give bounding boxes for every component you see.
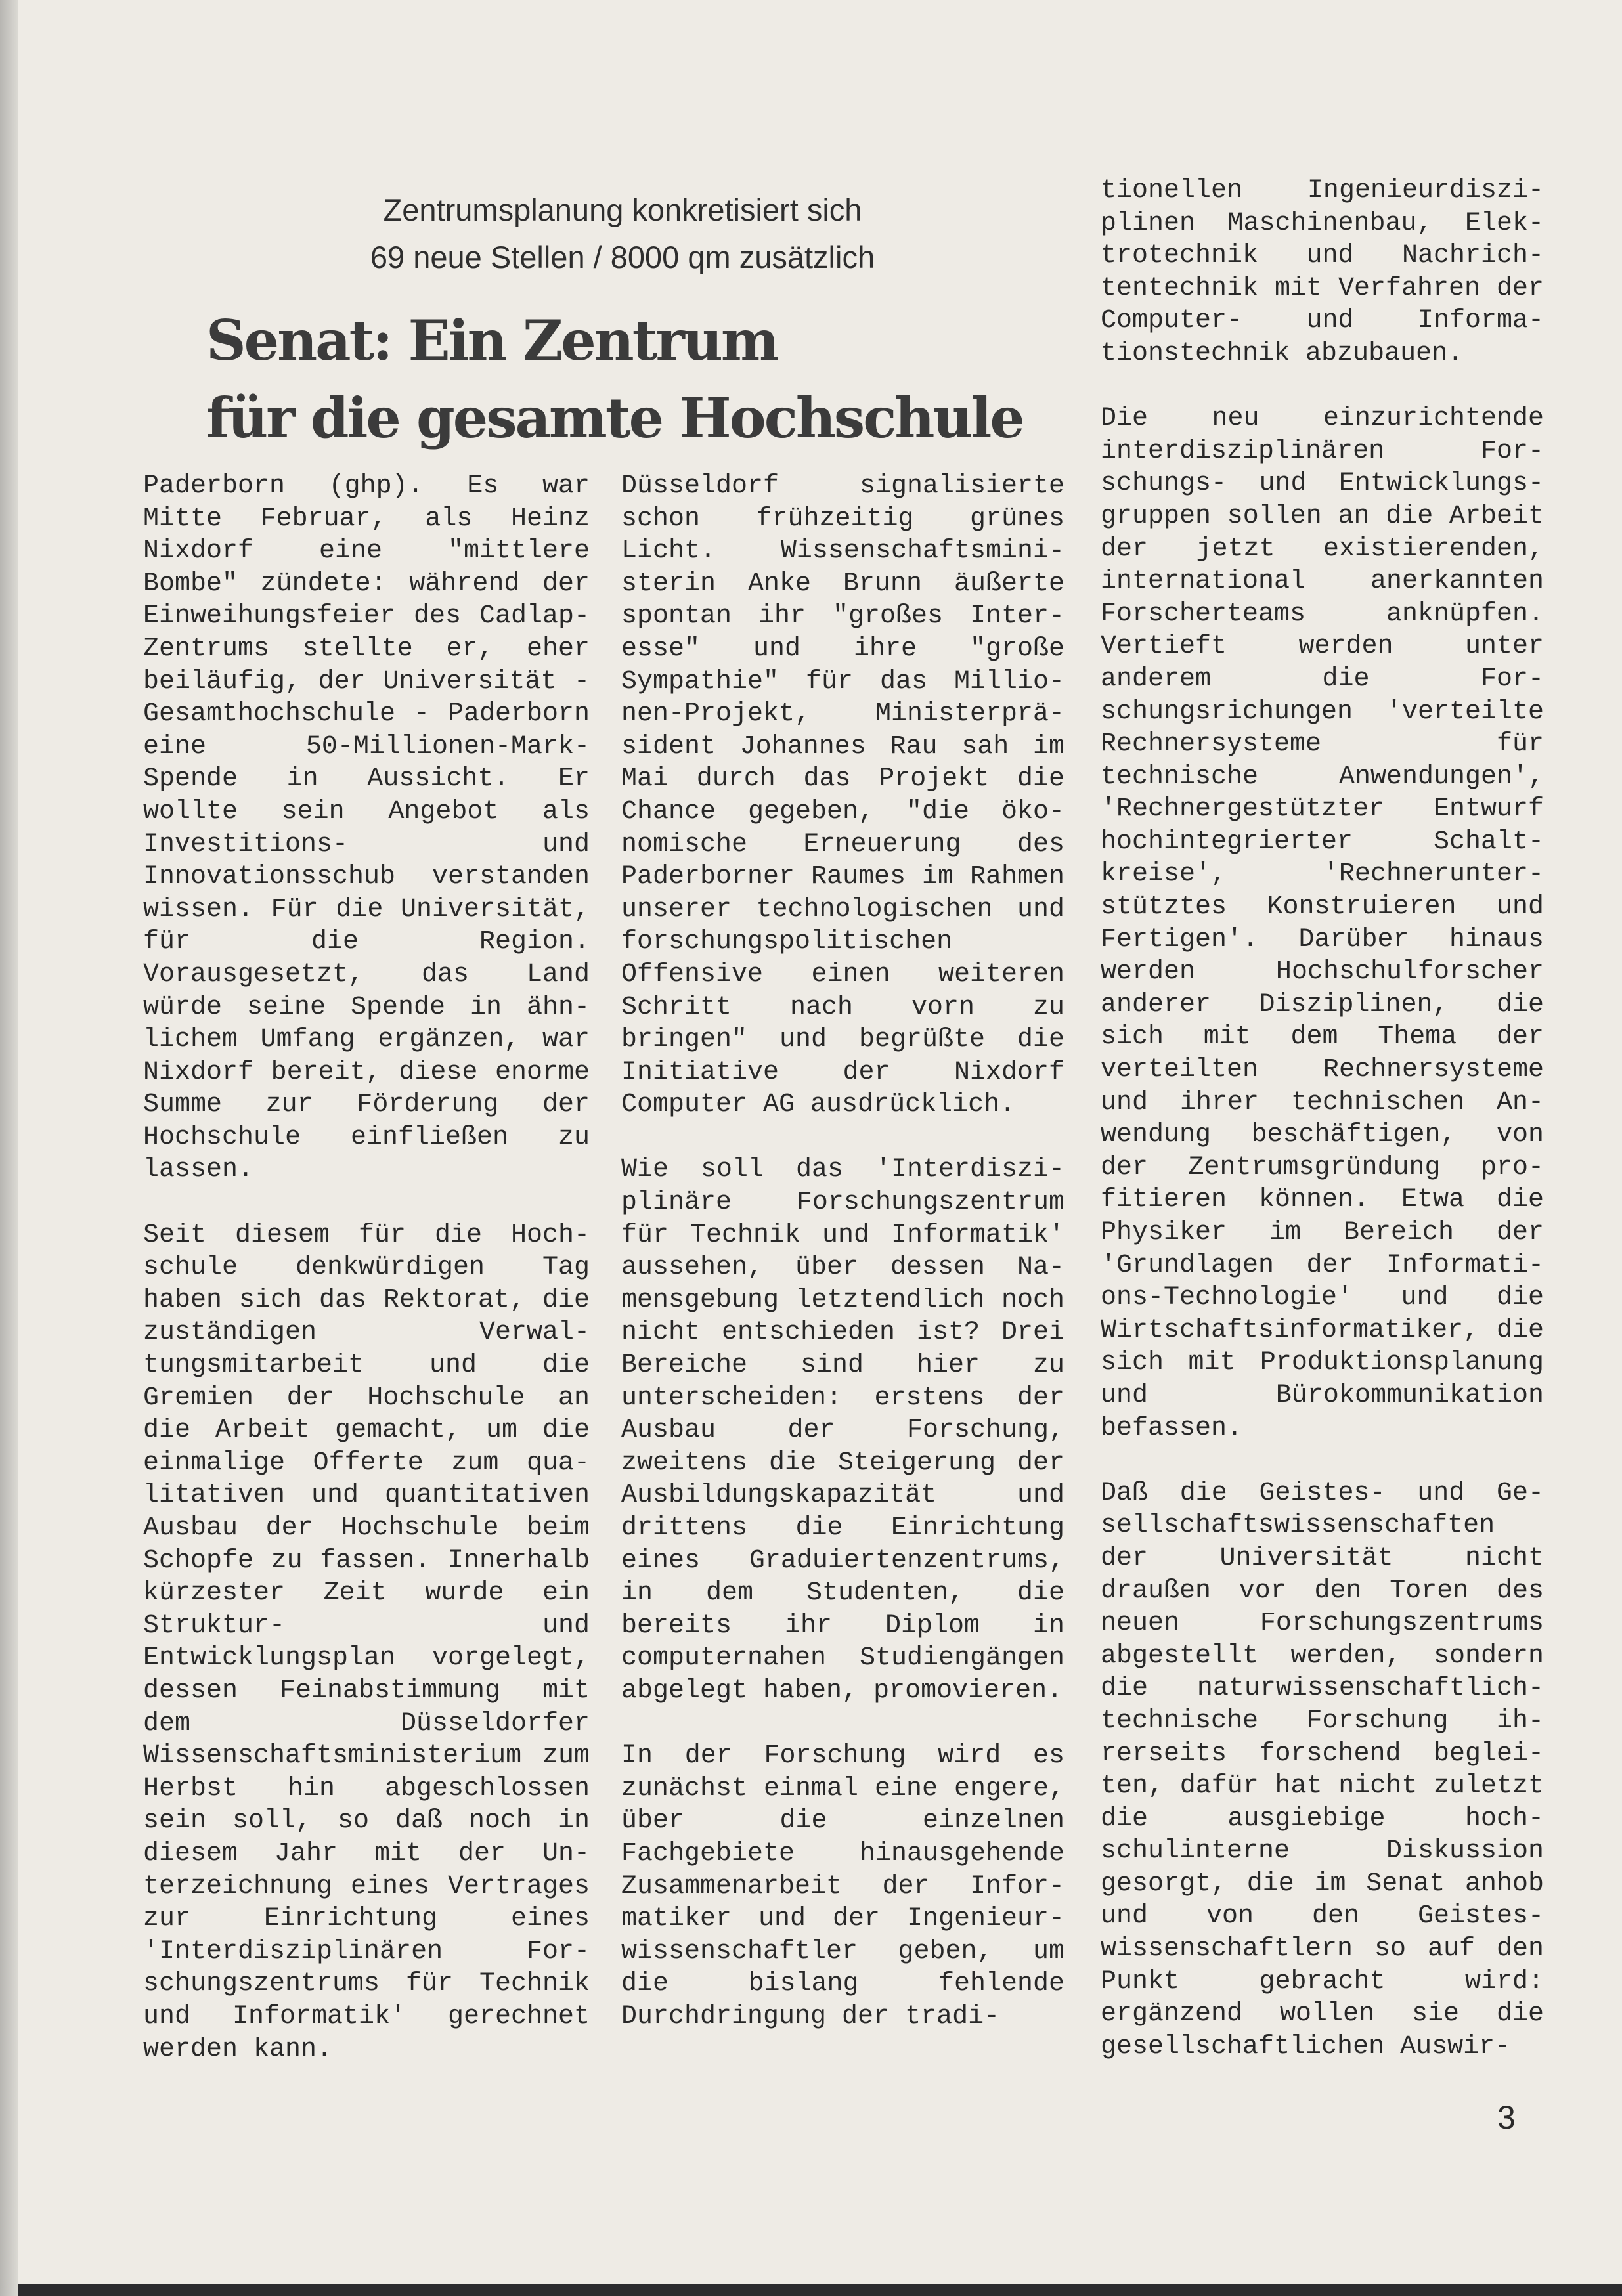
headline-line: Senat: Ein Zentrum bbox=[206, 308, 778, 373]
text-column-2 bbox=[621, 470, 1064, 2066]
paragraph: tionellen Ingenieurdisziplinen Maschinenbau, Elektrotechnik und Nachrichtentechnik mit Verfahren der Computer- und Informationstechnik abzubauen. bbox=[1101, 176, 1544, 368]
binding-spine bbox=[0, 0, 18, 2296]
kicker-line: 69 neue Stellen / 8000 qm zusätzlich bbox=[370, 240, 875, 274]
paragraph: Wie soll das 'Interdisziplinäre Forschungszentrum für Technik und Informatik' aussehen, über dessen Namensgebung letztendlich noch nicht entschieden ist? Drei Bereiche sind hier zu unterscheiden: erstens der Ausbau der Forschung, zweitens die Steigerung der Ausbildungskapazität und drittens die Einrichtung eines Graduiertenzentrums, in dem Studenten, die bereits ihr Diplom in computernahen Studiengängen abgelegt haben, promovieren. bbox=[621, 1155, 1064, 1706]
paragraph: Düsseldorf signalisierte schon frühzeitig grünes Licht. Wissenschaftsministerin Anke Brunn äußerte spontan ihr "großes Interesse" und ihre "große Sympathie" für das Millionen-Projekt, Ministerpräsident Johannes Rau sah im Mai durch das Projekt die Chance gegeben, "die ökonomische Erneuerung des Paderborner Raumes im Rahmen unserer technologischen und forschungspolitischen Offensive einen weiteren Schritt nach vorn zu bringen" und begrüßte die Initiative der Nixdorf Computer AG ausdrücklich. bbox=[621, 471, 1064, 1120]
article-kicker bbox=[327, 186, 918, 281]
article-headline bbox=[206, 302, 1060, 457]
magazine-page bbox=[18, 0, 1622, 2284]
text-column-1 bbox=[143, 470, 590, 2098]
text-column-3 bbox=[1101, 175, 1544, 2096]
page-number: 3 bbox=[1497, 2099, 1516, 2136]
paragraph: In der Forschung wird es zunächst einmal eine engere, über die einzelnen Fachgebiete hinausgehende Zusammenarbeit der Informatiker und der Ingenieurwissenschaftler geben, um die bislang fehlende Durchdringung der tradi- bbox=[621, 1741, 1064, 2031]
paragraph: Daß die Geistes- und Gesellschaftswissenschaften der Universität nicht draußen vor den Toren des neuen Forschungszentrums abgestellt werden, sondern die naturwissenschaftlichtechnische Forschung ihrerseits forschend begleiten, dafür hat nicht zuletzt die ausgiebige hochschulinterne Diskussion gesorgt, die im Senat anhob und von den Geisteswissenschaftlern so auf den Punkt gebracht wird: ergänzend wollen sie die gesellschaftlichen Auswir- bbox=[1101, 1478, 1544, 2062]
kicker-line: Zentrumsplanung konkretisiert sich bbox=[383, 192, 862, 227]
paragraph: Paderborn (ghp). Es war Mitte Februar, als Heinz Nixdorf eine "mittlere Bombe" zündete: während der Einweihungsfeier des Cadlap-Zentrums stellte er, eher beiläufig, der Universität - Gesamthochschule - Paderborn eine 50-Millionen-Mark-Spende in Aussicht. Er wollte sein Angebot als Investitions- und Innovationsschub verstanden wissen. Für die Universität, für die Region. Vorausgesetzt, das Land würde seine Spende in ähnlichem Umfang ergänzen, war Nixdorf bereit, diese enorme Summe zur Förderung der Hochschule einfließen zu lassen. bbox=[143, 471, 590, 1185]
paragraph: Die neu einzurichtende interdisziplinären Forschungs- und Entwicklungsgruppen sollen an die Arbeit der jetzt existierenden, international anerkannten Forscherteams anknüpfen. Vertieft werden unter anderem die Forschungsrichungen 'verteilte Rechnersysteme für technische Anwendungen', 'Rechnergestützter Entwurf hochintegrierter Schaltkreise', 'Rechnerunterstütztes Konstruieren und Fertigen'. Darüber hinaus werden Hochschulforscher anderer Disziplinen, die sich mit dem Thema der verteilten Rechnersysteme und ihrer technischen Anwendung beschäftigen, von der Zentrumsgründung profitieren können. Etwa die Physiker im Bereich der 'Grundlagen der Informations-Technologie' und die Wirtschaftsinformatiker, die sich mit Produktionsplanung und Bürokommunikation befassen. bbox=[1101, 404, 1544, 1443]
headline-line: für die gesamte Hochschule bbox=[206, 385, 1023, 450]
paragraph: Seit diesem für die Hochschule denkwürdigen Tag haben sich das Rektorat, die zuständigen Verwaltungsmitarbeit und die Gremien der Hochschule an die Arbeit gemacht, um die einmalige Offerte zum qualitativen und quantitativen Ausbau der Hochschule beim Schopfe zu fassen. Innerhalb kürzester Zeit wurde ein Struktur- und Entwicklungsplan vorgelegt, dessen Feinabstimmung mit dem Düsseldorfer Wissenschaftsministerium zum Herbst hin abgeschlossen sein soll, so daß noch in diesem Jahr mit der Unterzeichnung eines Vertrages zur Einrichtung eines 'Interdisziplinären Forschungszentrums für Technik und Informatik' gerechnet werden kann. bbox=[143, 1220, 590, 2064]
